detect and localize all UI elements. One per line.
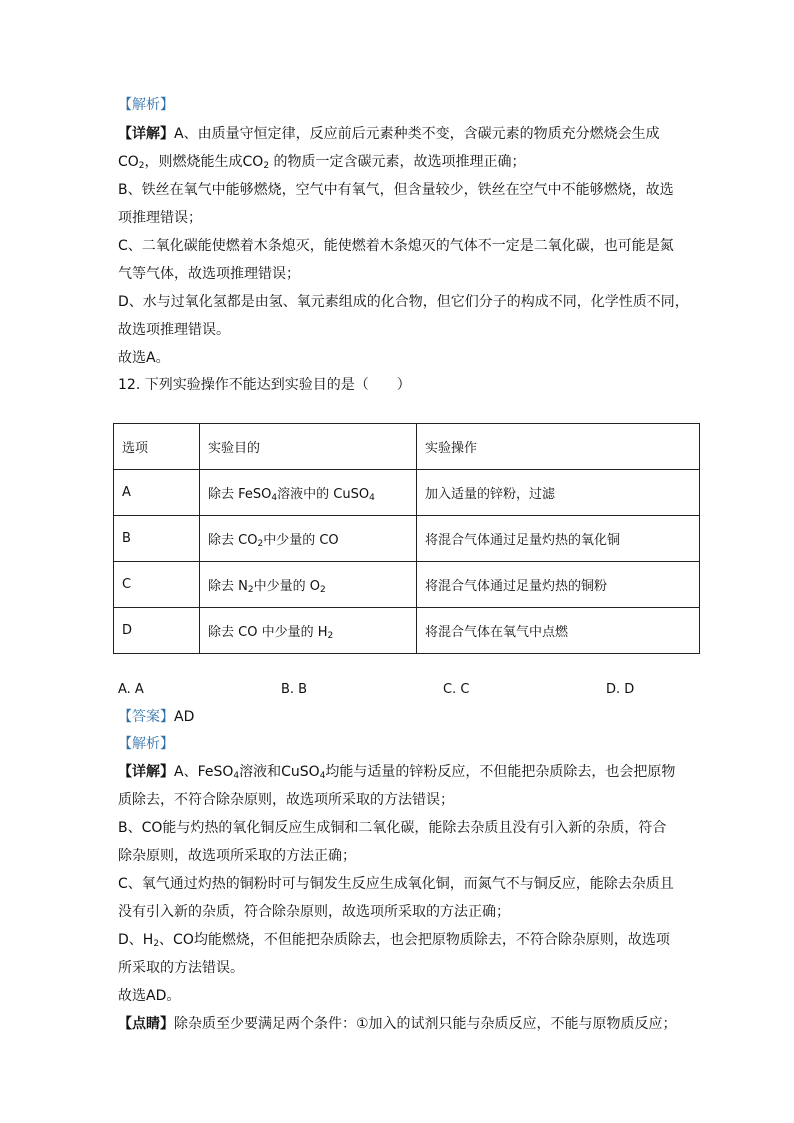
analysis-line-d2: 故选项推理错误。 bbox=[118, 322, 230, 338]
table-cell-option: C bbox=[114, 562, 200, 608]
analysis-line-d2: 所采取的方法错误。 bbox=[118, 960, 244, 976]
analysis-line-b2: 项推理错误； bbox=[118, 210, 202, 226]
analysis-line-b1: B、铁丝在氧气中能够燃烧，空气中有氧气，但含量较少，铁丝在空气中不能够燃烧，故选 bbox=[118, 182, 674, 198]
table-header-row bbox=[114, 424, 700, 470]
option-b: B. B bbox=[281, 682, 308, 697]
table-cell-option: A bbox=[114, 470, 200, 516]
experiment-table bbox=[113, 423, 700, 654]
analysis-line-b2: 除杂原则，故选项所采取的方法正确； bbox=[118, 848, 356, 864]
table-row bbox=[114, 562, 700, 608]
analysis-line-d1: D、水与过氧化氢都是由氢、氧元素组成的化合物，但它们分子的构成不同，化学性质不同， bbox=[118, 294, 689, 310]
option-a: A. A bbox=[118, 682, 144, 697]
analysis-tag: 【解析】 bbox=[118, 97, 174, 113]
choose-line: 故选AD。 bbox=[118, 988, 181, 1004]
table-cell-operation: 将混合气体通过足量灼热的氧化铜 bbox=[417, 516, 700, 562]
tip-tag: 【点睛】 bbox=[118, 1016, 174, 1032]
analysis-line-a1: 【详解】A、FeSO$_4$溶液和CuSO$_4$均能与适量的锌粉反应，不但能把杂质除去，也会把原物 bbox=[118, 764, 676, 781]
analysis-line-a2: $CO_2$，则燃烧能生成$CO_2$ 的物质一定含碳元素，故选项推理正确； bbox=[118, 154, 526, 171]
table-cell-operation: 将混合气体通过足量灼热的铜粉 bbox=[417, 562, 700, 608]
analysis-tag: 【解析】 bbox=[118, 736, 174, 752]
analysis-line-b1: B、CO能与灼热的氧化铜反应生成铜和二氧化碳，能除去杂质且没有引入新的杂质，符合 bbox=[118, 820, 667, 836]
table-header: 实验操作 bbox=[417, 424, 700, 470]
table-row bbox=[114, 516, 700, 562]
table-cell-operation: 将混合气体在氧气中点燃 bbox=[417, 608, 700, 654]
table-cell-option: B bbox=[114, 516, 200, 562]
analysis-line-d1: D、$H_2$、CO均能燃烧，不但能把杂质除去，也会把原物质除去，不符合除杂原则，故选项 bbox=[118, 932, 670, 949]
tip-line: 【点睛】除杂质至少要满足两个条件：①加入的试剂只能与杂质反应，不能与原物质反应； bbox=[118, 1016, 677, 1032]
table-cell-goal: 除去 $CO_2$中少量的 CO bbox=[200, 516, 417, 562]
table-row bbox=[114, 608, 700, 654]
answer-tag: 【答案】 bbox=[118, 709, 174, 725]
table-cell-goal: 除去 FeSO$_4$溶液中的 CuSO$_4$ bbox=[200, 470, 417, 516]
table-row bbox=[114, 470, 700, 516]
analysis-line-c1: C、二氧化碳能使燃着木条熄灭，能使燃着木条熄灭的气体不一定是二氧化碳，也可能是氮 bbox=[118, 238, 674, 254]
question-stem: 12. 下列实验操作不能达到实验目的是（ ） bbox=[118, 377, 411, 393]
analysis-line-c2: 气等气体，故选项推理错误； bbox=[118, 266, 300, 282]
detail-tag: 【详解】 bbox=[118, 764, 174, 780]
answer-value: AD bbox=[174, 709, 195, 725]
table-cell-goal: 除去 CO 中少量的 $H_2$ bbox=[200, 608, 417, 654]
table-header: 选项 bbox=[114, 424, 200, 470]
choose-line: 故选A。 bbox=[118, 350, 170, 366]
table-header: 实验目的 bbox=[200, 424, 417, 470]
table-cell-operation: 加入适量的锌粉，过滤 bbox=[417, 470, 700, 516]
analysis-line-c2: 没有引入新的杂质，符合除杂原则，故选项所采取的方法正确； bbox=[118, 904, 510, 920]
answer-line bbox=[118, 707, 194, 727]
table-cell-goal: 除去 $N_2$中少量的 $O_2$ bbox=[200, 562, 417, 608]
option-d: D. D bbox=[606, 682, 635, 697]
analysis-line-a2: 质除去，不符合除杂原则，故选项所采取的方法错误； bbox=[118, 792, 454, 808]
analysis-line-a1: 【详解】A、由质量守恒定律，反应前后元素种类不变，含碳元素的物质充分燃烧会生成 bbox=[118, 126, 660, 142]
analysis-line-c1: C、氧气通过灼热的铜粉时可与铜发生反应生成氧化铜，而氮气不与铜反应，能除去杂质且 bbox=[118, 876, 674, 892]
option-c: C. C bbox=[443, 682, 470, 697]
table-cell-option: D bbox=[114, 608, 200, 654]
detail-tag: 【详解】 bbox=[118, 126, 174, 142]
